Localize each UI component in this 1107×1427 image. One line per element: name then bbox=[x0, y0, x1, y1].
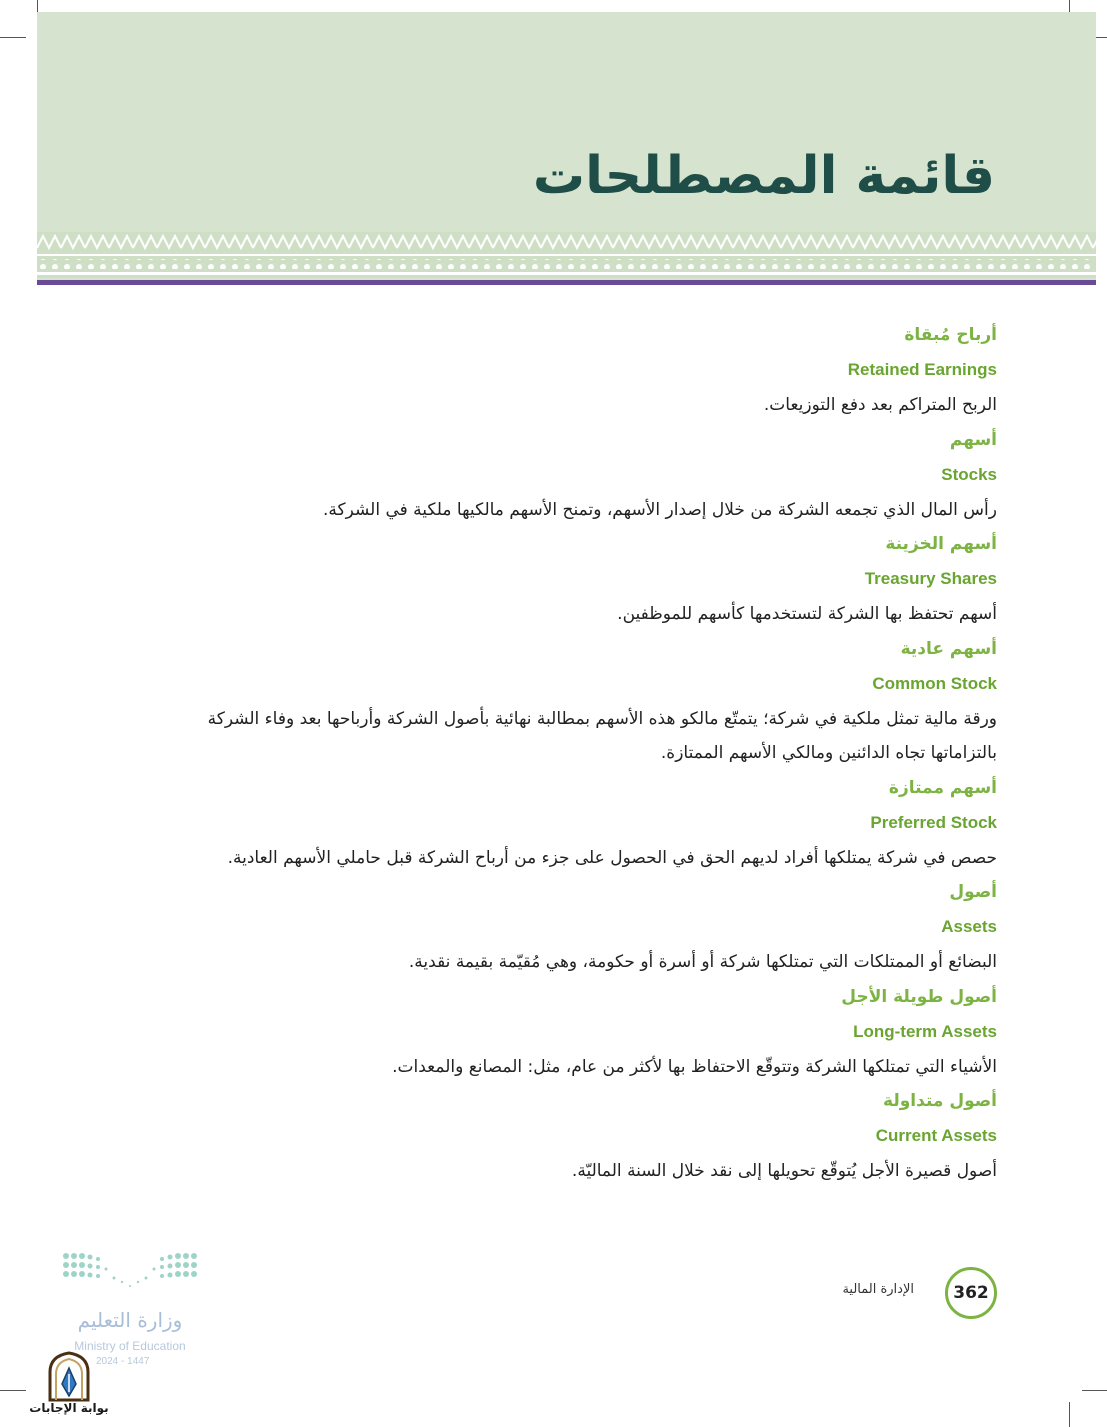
term-arabic: أصول متداولة bbox=[883, 1091, 997, 1111]
glossary-term bbox=[97, 632, 997, 771]
term-english: Common Stock bbox=[872, 673, 997, 693]
page-title: قائمة المصطلحات bbox=[532, 146, 995, 206]
term-arabic: أسهم ممتازة bbox=[888, 777, 997, 798]
crop-mark bbox=[1069, 1402, 1070, 1427]
term-definition: الربح المتراكم بعد دفع التوزيعات. bbox=[763, 395, 997, 415]
page-number: 362 bbox=[945, 1267, 997, 1319]
crop-mark bbox=[0, 1390, 26, 1391]
term-arabic: أسهم عادية bbox=[900, 638, 997, 659]
accent-line bbox=[37, 280, 1096, 285]
crop-mark bbox=[1082, 1390, 1107, 1391]
term-english: Retained Earnings bbox=[847, 360, 997, 379]
term-definition: البضائع أو الممتلكات التي تمتلكها شركة أو أسرة أو حكومة، وهي مُقيّمة بقيمة نقدية. bbox=[408, 952, 997, 972]
glossary-term bbox=[97, 771, 997, 876]
term-arabic: أسهم الخزينة bbox=[885, 534, 997, 554]
term-definition: حصص في شركة يمتلكها أفراد لديهم الحق في الحصول على جزء من أرباح الشركة قبل حاملي الأسهم العادية. bbox=[227, 847, 997, 868]
ministry-year: 2024 - 1447 bbox=[96, 1356, 150, 1367]
glossary-term bbox=[97, 423, 997, 528]
term-english: Treasury Shares bbox=[864, 569, 997, 588]
ministry-logo-icon bbox=[62, 1252, 198, 1292]
section-label: الإدارة المالية bbox=[842, 1282, 914, 1297]
glossary-term bbox=[97, 527, 997, 632]
glossary-list bbox=[97, 318, 997, 1189]
term-english: Current Assets bbox=[875, 1126, 997, 1145]
glossary-term bbox=[97, 1084, 997, 1189]
term-definition: أسهم تحتفظ بها الشركة لتستخدمها كأسهم للموظفين. bbox=[617, 604, 997, 624]
ministry-name-english: Ministry of Education bbox=[74, 1339, 186, 1353]
term-definition: ورقة مالية تمثل ملكية في شركة؛ يتمتّع مالكو هذه الأسهم بمطالبة نهائية بأصول الشركة وأرباحها بعد وفاء الشركة bbox=[207, 708, 997, 729]
term-definition: أصول قصيرة الأجل يُتوقّع تحويلها إلى نقد خلال السنة الماليّة. bbox=[571, 1161, 997, 1181]
term-definition: الأشياء التي تمتلكها الشركة وتتوقّع الاحتفاظ بها لأكثر من عام، مثل: المصانع والمعدات. bbox=[392, 1056, 997, 1077]
term-english: Stocks bbox=[941, 464, 997, 484]
ministry-name-arabic: وزارة التعليم bbox=[77, 1308, 183, 1332]
term-arabic: أسهم bbox=[949, 429, 997, 450]
term-english: Assets bbox=[941, 917, 997, 936]
portal-label: بوابة الإجابات bbox=[29, 1401, 109, 1415]
decorative-pattern bbox=[37, 232, 1096, 278]
glossary-term bbox=[97, 980, 997, 1085]
portal-logo-icon bbox=[46, 1350, 92, 1402]
term-definition: رأس المال الذي تجمعه الشركة من خلال إصدار الأسهم، وتمنح الأسهم مالكيها ملكية في الشركة. bbox=[322, 499, 997, 520]
term-arabic: أرباح مُبقاة bbox=[904, 325, 997, 345]
crop-mark bbox=[0, 37, 26, 38]
term-arabic: أصول طويلة الأجل bbox=[841, 986, 997, 1007]
term-definition: بالتزاماتها تجاه الدائنين ومالكي الأسهم الممتازة. bbox=[660, 743, 997, 763]
term-english: Long-term Assets bbox=[853, 1021, 997, 1041]
term-arabic: أصول bbox=[949, 882, 997, 902]
glossary-term bbox=[97, 318, 997, 423]
glossary-term bbox=[97, 875, 997, 980]
term-english: Preferred Stock bbox=[870, 812, 997, 832]
